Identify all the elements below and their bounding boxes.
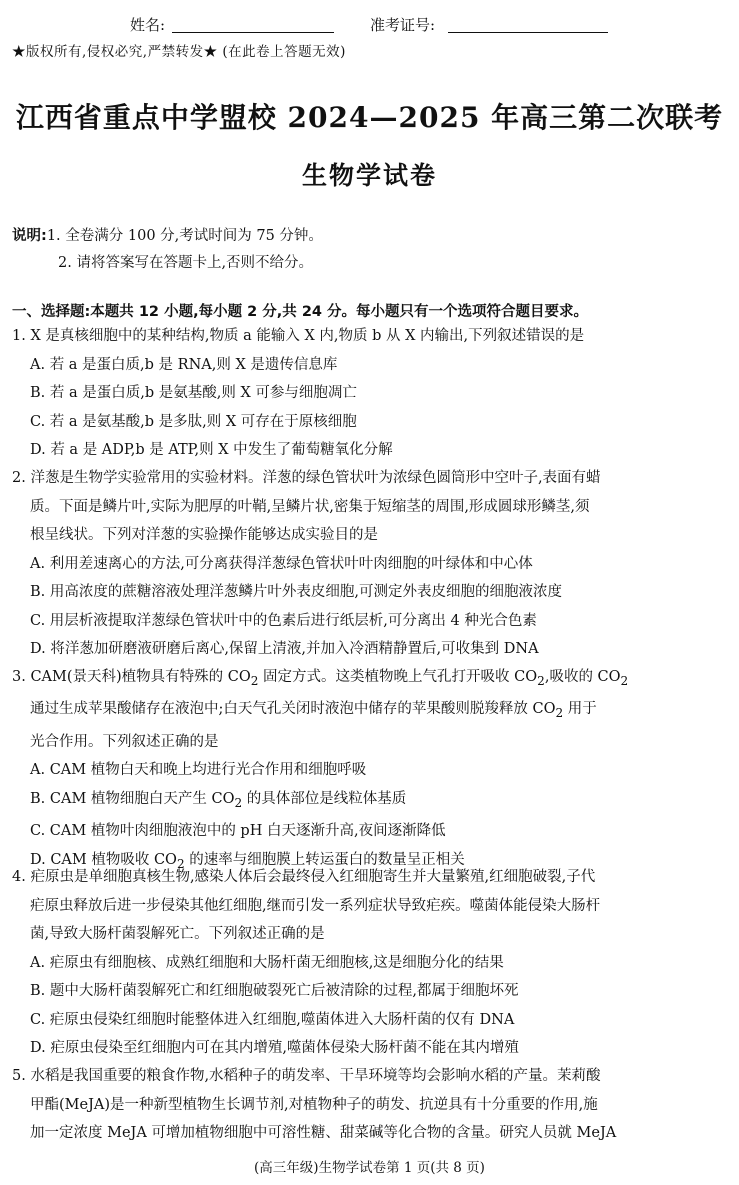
question-stem-line-1: 2. 洋葱是生物学实验常用的实验材料。洋葱的绿色管状叶为浓绿色圆筒形中空叶子,表面有蜡	[12, 470, 601, 486]
question-stem-line-2: 质。下面是鳞片叶,实际为肥厚的叶鞘,呈鳞片状,密集于短缩茎的周围,形成圆球形鳞茎,须	[30, 498, 590, 515]
option-a: A. 若 a 是蛋白质,b 是 RNA,则 X 是遗传信息库	[30, 356, 338, 373]
option-d: D. CAM 植物吸收 $CO_2$ 的速率与细胞膜上转运蛋白的数量呈正相关	[30, 851, 465, 871]
section-heading: 一、选择题:本题共 12 小题,每小题 2 分,共 24 分。每小题只有一个选项符合题目要求。	[12, 304, 589, 320]
question-5	[12, 1062, 727, 1148]
option-a: A. CAM 植物白天和晚上均进行光合作用和细胞呼吸	[30, 762, 367, 779]
option-b: B. 若 a 是蛋白质,b 是氨基酸,则 X 可参与细胞凋亡	[30, 385, 357, 401]
option-d: D. 将洋葱加研磨液研磨后离心,保留上清液,并加入冷酒精静置后,可收集到 DNA	[30, 641, 539, 657]
question-stem-line-1: 5. 水稻是我国重要的粮食作物,水稻种子的萌发率、干旱环境等均会影响水稻的产量。茉莉酸	[12, 1068, 601, 1084]
question-stem-line-3: 菌,导致大肠杆菌裂解死亡。下列叙述正确的是	[30, 926, 325, 942]
name-label: 姓名:	[130, 16, 166, 34]
option-d: D. 疟原虫侵染至红细胞内可在其内增殖,噬菌体侵染大肠杆菌不能在其内增殖	[30, 1040, 519, 1056]
option-b: B. 用高浓度的蔗糖溶液处理洋葱鳞片叶外表皮细胞,可测定外表皮细胞的细胞液浓度	[30, 584, 562, 600]
page-footer: (高三年级)生物学试卷第 1 页(共 8 页)	[254, 1160, 485, 1176]
question-3	[12, 663, 727, 878]
question-stem-line-1: 4. 疟原虫是单细胞真核生物,感染人体后会最终侵入红细胞寄生并大量繁殖,红细胞破裂,子代	[12, 869, 596, 885]
question-stem-line-2: 通过生成苹果酸储存在液泡中;白天气孔关闭时液泡中储存的苹果酸则脱羧释放 $CO_2$ 用于	[30, 701, 597, 721]
exam-title: 江西省重点中学盟校 2024—2025 年高三第二次联考	[15, 101, 724, 134]
question-stem-line-3: 加一定浓度 MeJA 可增加植物细胞中可溶性糖、甜菜碱等化合物的含量。研究人员就 MeJA	[30, 1125, 617, 1141]
option-c: C. 用层析液提取洋葱绿色管状叶中的色素后进行纸层析,可分离出 4 种光合色素	[30, 612, 537, 629]
option-a: A. 疟原虫有细胞核、成熟红细胞和大肠杆菌无细胞核,这是细胞分化的结果	[30, 954, 504, 971]
exam-no-blank	[448, 32, 608, 33]
option-b: B. 题中大肠杆菌裂解死亡和红细胞破裂死亡后被清除的过程,都属于细胞坏死	[30, 983, 519, 999]
option-c: C. CAM 植物叶肉细胞液泡中的 pH 白天逐渐升高,夜间逐渐降低	[30, 823, 446, 840]
name-blank	[172, 32, 334, 33]
question-1	[12, 322, 727, 465]
option-d: D. 若 a 是 ADP,b 是 ATP,则 X 中发生了葡萄糖氧化分解	[30, 442, 393, 458]
exam-subtitle: 生物学试卷	[301, 161, 437, 190]
question-stem: 1. X 是真核细胞中的某种结构,物质 a 能输入 X 内,物质 b 从 X 内输出,下列叙述错误的是	[12, 328, 585, 344]
copyright-notice: ★版权所有,侵权必究,严禁转发★ (在此卷上答题无效)	[12, 44, 346, 60]
question-2	[12, 464, 727, 664]
question-stem-line-3: 根呈线状。下列对洋葱的实验操作能够达成实验目的是	[30, 527, 378, 543]
option-b: B. CAM 植物细胞白天产生 $CO_2$ 的具体部位是线粒体基质	[30, 790, 407, 810]
question-stem-line-2: 疟原虫释放后进一步侵染其他红细胞,继而引发一系列症状导致疟疾。噬菌体能侵染大肠杆	[30, 897, 601, 914]
option-c: C. 疟原虫侵染红细胞时能整体进入红细胞,噬菌体进入大肠杆菌的仅有 DNA	[30, 1011, 515, 1028]
instructions-label: 说明:	[12, 228, 47, 244]
option-c: C. 若 a 是氨基酸,b 是多肽,则 X 可存在于原核细胞	[30, 413, 357, 430]
question-stem-line-2: 甲酯(MeJA)是一种新型植物生长调节剂,对植物种子的萌发、抗逆具有十分重要的作用,施	[30, 1096, 598, 1113]
instructions-line-1: 说明:1. 全卷满分 100 分,考试时间为 75 分钟。	[12, 228, 323, 244]
question-stem-line-1: 3. CAM(景天科)植物具有特殊的 $CO_2$ 固定方式。这类植物晚上气孔打开吸收 $CO_2$,吸收的 $CO_2$	[12, 669, 629, 688]
question-4	[12, 863, 727, 1063]
question-stem-line-3: 光合作用。下列叙述正确的是	[30, 733, 219, 750]
option-a: A. 利用差速离心的方法,可分离获得洋葱绿色管状叶叶肉细胞的叶绿体和中心体	[30, 555, 533, 572]
instructions-line-2: 2. 请将答案写在答题卡上,否则不给分。	[58, 255, 314, 271]
exam-no-label: 准考证号:	[370, 16, 436, 34]
